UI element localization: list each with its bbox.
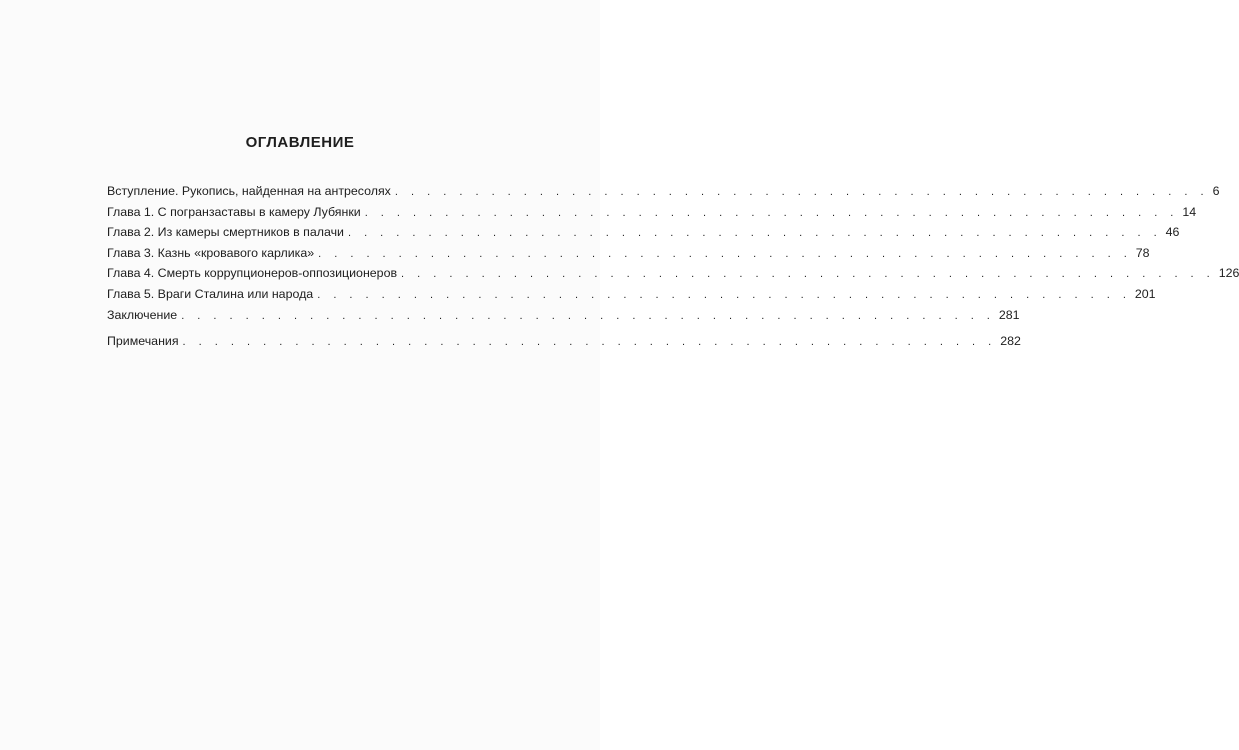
- toc-entry-chapter-3[interactable]: [107, 245, 1150, 266]
- toc-entry-page: 78: [1135, 245, 1150, 260]
- toc-entry-notes[interactable]: [107, 333, 1021, 354]
- toc-entry-label: Глава 2. Из камеры смертников в палачи: [107, 225, 344, 240]
- toc-entry-label: Глава 1. С погранзаставы в камеру Лубянки: [107, 204, 361, 219]
- toc-entry-page: 14: [1182, 204, 1197, 219]
- page-title: ОГЛАВЛЕНИЕ: [245, 134, 355, 151]
- toc-entry-label: Глава 4. Смерть коррупционеров-оппозиционеров: [107, 266, 398, 281]
- toc-leader-dots: . . . . . . . . . . . . . . . . . . . . . . . . . . . . . . . . . . . . . . . . . . . . . . . . . . .: [347, 227, 1162, 240]
- toc-leader-dots: . . . . . . . . . . . . . . . . . . . . . . . . . . . . . . . . . . . . . . . . . . . . . . . . . . .: [317, 288, 1131, 301]
- toc-leader-dots: . . . . . . . . . . . . . . . . . . . . . . . . . . . . . . . . . . . . . . . . . . . . . . . . . . .: [182, 336, 997, 349]
- toc-leader-dots: . . . . . . . . . . . . . . . . . . . . . . . . . . . . . . . . . . . . . . . . . . . . . . . . . . .: [401, 268, 1215, 281]
- toc-entry-intro[interactable]: [107, 183, 1220, 204]
- toc-entry-label: Заключение: [107, 307, 178, 322]
- toc-leader-dots: . . . . . . . . . . . . . . . . . . . . . . . . . . . . . . . . . . . . . . . . . . . . . . . . . . .: [318, 247, 1132, 260]
- toc-entry-page: 281: [998, 307, 1020, 322]
- toc-leader-dots: . . . . . . . . . . . . . . . . . . . . . . . . . . . . . . . . . . . . . . . . . . . . . . . . . . .: [394, 186, 1209, 198]
- toc-entry-conclusion[interactable]: [107, 307, 1020, 328]
- toc-entry-page: 6: [1212, 184, 1220, 198]
- toc-leader-dots: . . . . . . . . . . . . . . . . . . . . . . . . . . . . . . . . . . . . . . . . . . . . . . . . . . .: [181, 309, 995, 322]
- toc-entry-label: Глава 5. Враги Сталина или народа: [107, 286, 314, 301]
- toc-entry-chapter-1[interactable]: [107, 204, 1197, 225]
- toc-entry-chapter-4[interactable]: [107, 265, 1239, 286]
- toc-entry-page: 126: [1218, 266, 1239, 281]
- toc-entry-page: 201: [1134, 286, 1156, 301]
- toc-entry-label: Вступление. Рукопись, найденная на антресолях: [107, 184, 391, 198]
- toc-leader-dots: . . . . . . . . . . . . . . . . . . . . . . . . . . . . . . . . . . . . . . . . . . . . . . . . . . .: [364, 206, 1179, 219]
- toc-entry-page: 282: [1000, 334, 1021, 349]
- toc-entry-chapter-5[interactable]: [107, 286, 1156, 307]
- table-of-contents: [107, 183, 1239, 354]
- toc-entry-page: 46: [1165, 225, 1180, 240]
- toc-entry-chapter-2[interactable]: [107, 224, 1180, 245]
- toc-entry-label: Глава 3. Казнь «кровавого карлика»: [107, 245, 315, 260]
- toc-entry-label: Примечания: [107, 334, 179, 349]
